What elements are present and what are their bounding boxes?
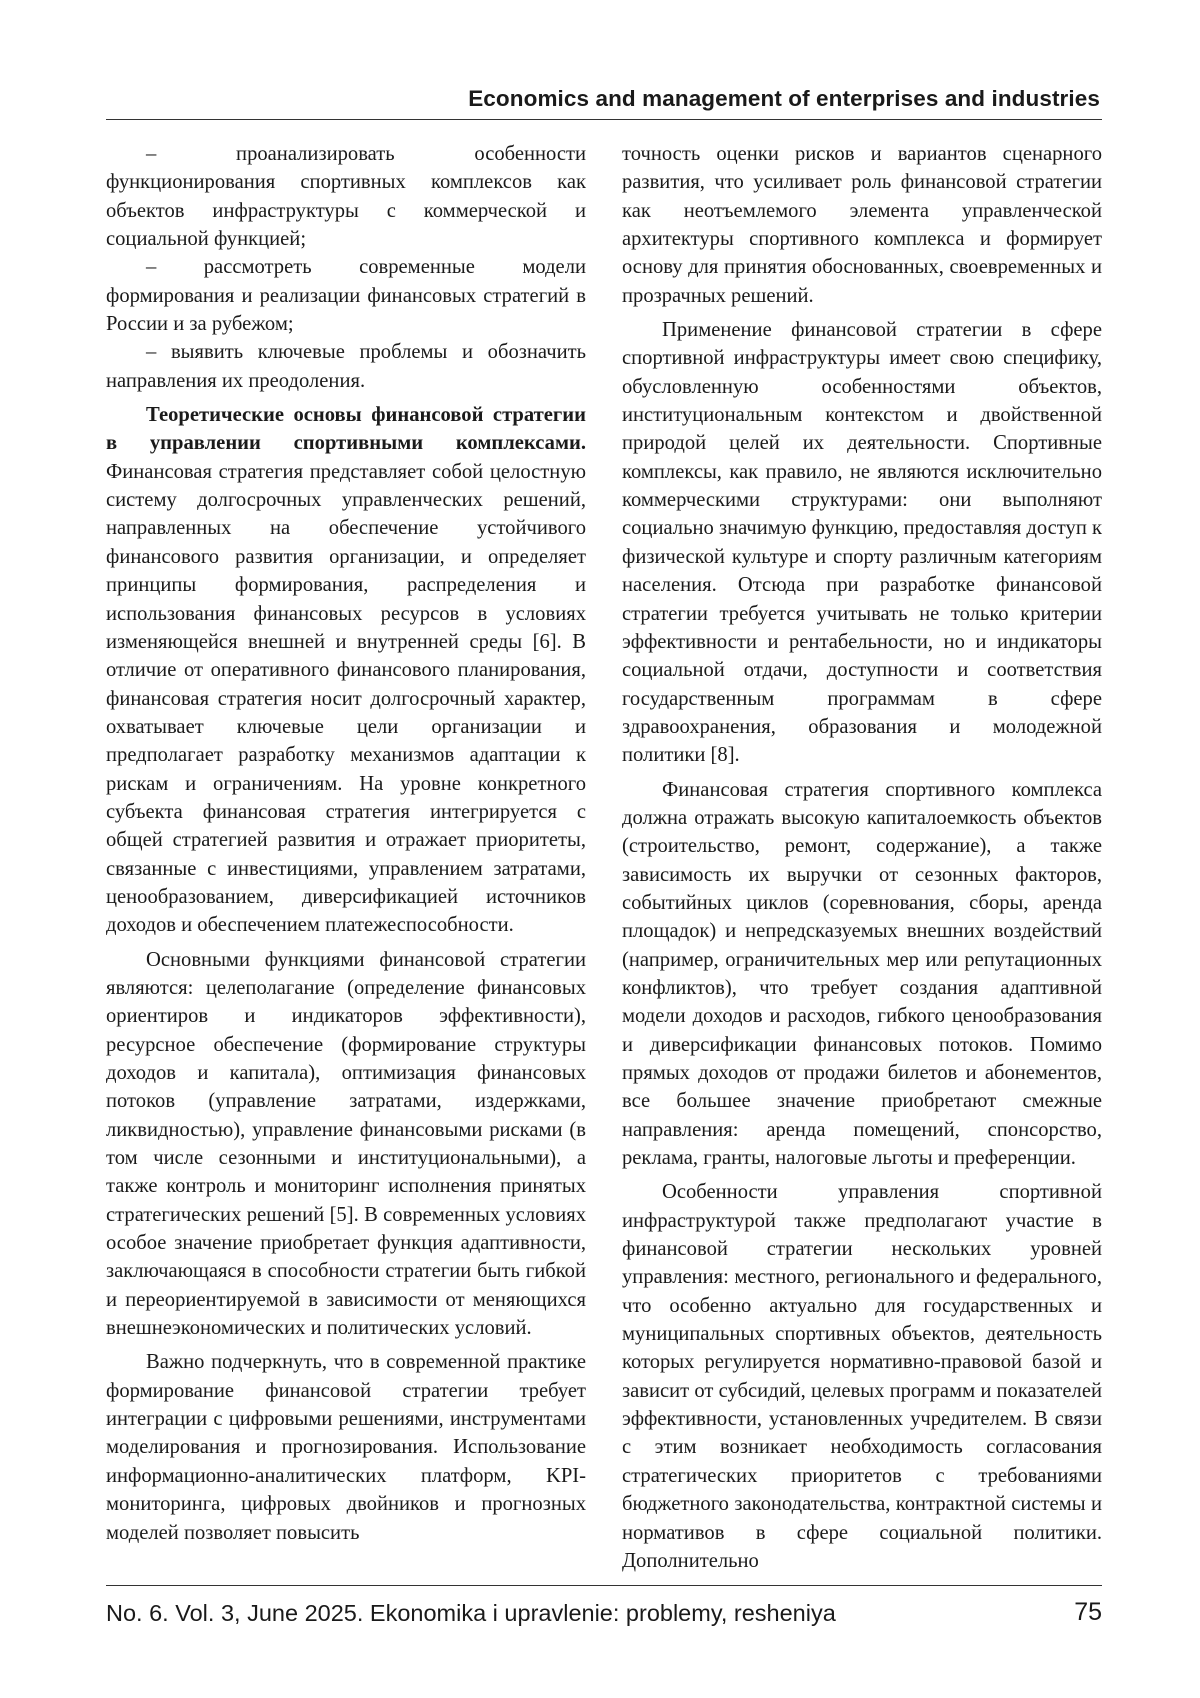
right-column: [622, 140, 1102, 1575]
running-footer: [106, 1585, 1102, 1645]
paragraph-specifics: Применение финансовой стратегии в сфере спортивной инфраструктуры имеет свою специфику, обусловленную особенностями объектов, институциональным контекстом и двойственной природой целей их деятельности. Спортивные комплексы, как правило, не являются исключительно коммерческими структурами: они выполняют социально значимую функцию, предоставляя доступ к физической культуре и спорту различным категориям населения. Отсюда при разработке финансовой стратегии требуется учитывать не только критерии эффективности и рентабельности, но и индикаторы социальной отдачи, доступности и соответствия государственным программам в сфере здравоохранения, образования и молодежной политики [8].: [622, 319, 1102, 767]
paragraph-capital: Финансовая стратегия спортивного комплекса должна отражать высокую капиталоемкость объектов (строительство, ремонт, содержание), а также зависимость их выручки от сезонных факторов, событийных циклов (соревнования, сборы, аренда площадок) и непредсказуемых внешних воздействий (например, ограничительных мер или репутационных конфликтов), что требует создания адаптивной модели доходов и расходов, гибкого ценообразования и диверсификации финансовых потоков. Помимо прямых доходов от продажи билетов и абонементов, все большее значение приобретают смежные направления: аренда помещений, спонсорство, реклама, гранты, налоговые льготы и преференции.: [622, 778, 1102, 1170]
paragraph-levels: Особенности управления спортивной инфраструктурой также предполагают участие в финансовой стратегии нескольких уровней управления: местного, регионального и федерального, что особенно актуально для государственных и муниципальных спортивных объектов, деятельность которых регулируется нормативно-правовой базой и зависит от субсидий, целевых программ и показателей эффективности, установленных учредителем. В связи с этим возникает необходимость согласования стратегических приоритетов с требованиями бюджетного законодательства, контрактной системы и нормативов в сфере социальной политики. Дополнительно: [622, 1181, 1102, 1572]
running-header: [106, 82, 1102, 120]
section-heading: Теоретические основы финансовой стратегии в управлении спортивными комплексами.: [106, 404, 586, 455]
section-paragraph: [106, 401, 586, 940]
paragraph-continuation: точность оценки рисков и вариантов сценарного развития, что усиливает роль финансовой стратегии как неотъемлемого элемента управленческой архитектуры спортивного комплекса и формирует основу для принятия обоснованных, своевременных и прозрачных решений.: [622, 143, 1102, 307]
journal-section-title: Economics and management of enterprises and industries: [468, 86, 1100, 111]
paragraph-digital: Важно подчеркнуть, что в современной практике формирование финансовой стратегии требует интеграции с цифровыми решениями, инструментами моделирования и прогнозирования. Использование информационно-аналитических платформ, KPI-мониторинга, цифровых двойников и прогнозных моделей позволяет повысить: [106, 1351, 586, 1544]
list-item: – выявить ключевые проблемы и обозначить направления их преодоления.: [106, 341, 586, 392]
left-column: [106, 140, 586, 1547]
section-paragraph-text: Финансовая стратегия представляет собой целостную систему долгосрочных управленческих решений, направленных на обеспечение устойчивого финансового развития организации, и определяет принципы формирования, распределения и использования финансовых ресурсов в условиях изменяющейся внешней и внутренней среды [6]. В отличие от оперативного финансового планирования, финансовая стратегия носит долгосрочный характер, охватывает ключевые цели организации и предполагает разработку механизмов адаптации к рискам и ограничениям. На уровне конкретного субъекта финансовая стратегия интегрируется с общей стратегией развития и отражает приоритеты, связанные с инвестициями, управлением затратами, ценообразованием, диверсификацией источников доходов и обеспечением платежеспособности.: [106, 460, 586, 937]
paragraph-functions: Основными функциями финансовой стратегии являются: целеполагание (определение финансовых ориентиров и индикаторов эффективности), ресурсное обеспечение (формирование структуры доходов и капитала), оптимизация финансовых потоков (управление затратами, издержками, ликвидностью), управление финансовыми рисками (в том числе сезонными и институциональными), а также контроль и мониторинг исполнения принятых стратегических решений [5]. В современных условиях особое значение приобретает функция адаптивности, заключающаяся в способности стратегии быть гибкой и переориентируемой в зависимости от меняющихся внешнеэкономических и политических условий.: [106, 948, 586, 1340]
page-number: 75: [1074, 1598, 1102, 1626]
footer-citation: No. 6. Vol. 3, June 2025. Ekonomika i upravlenie: problemy, resheniya: [106, 1600, 836, 1626]
list-item: – рассмотреть современные модели формирования и реализации финансовых стратегий в России и за рубежом;: [106, 256, 586, 336]
list-item: – проанализировать особенности функционирования спортивных комплексов как объектов инфраструктуры с коммерческой и социальной функцией;: [106, 143, 586, 251]
